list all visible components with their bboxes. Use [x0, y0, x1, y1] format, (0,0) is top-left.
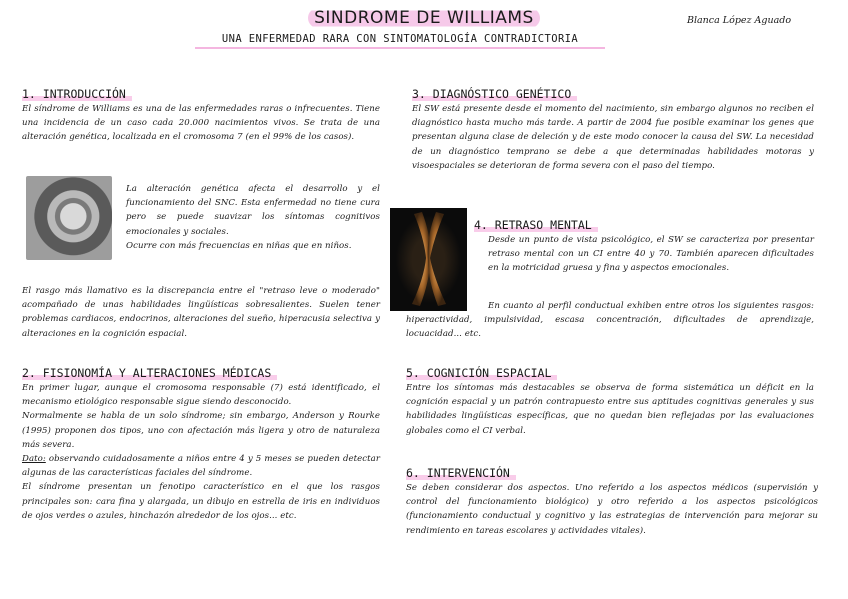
intro-paragraph-3: Ocurre con más frecuencias en niñas que en niños. — [126, 240, 352, 251]
section-heading: 2. FISIONOMÍA Y ALTERACIONES MÉDICAS — [22, 366, 277, 380]
section-heading: 1. INTRODUCCIÓN — [22, 87, 132, 101]
child-photo — [26, 176, 112, 260]
diagnostico-paragraph-1: El SW está presente desde el momento del nacimiento, sin embargo algunos no reciben el diagnóstico hasta mucho más tarde. A partir de 2004 fue posible examinar los genes que presentan alguna clase de deleción y de este modo conocer la causa del SW. La necesidad de un diagnóstico temprano se debe a que determinadas habilidades motoras y visoespaciales se deterioran de forma severa con el paso del tiempo. — [412, 104, 814, 171]
dato-text: observando cuidadosamente a niños entre 4 y 5 meses se pueden detectar algunas de las características faciales del síndrome. — [22, 454, 380, 479]
section-heading: 6. INTERVENCIÓN — [406, 466, 516, 480]
retraso-continued — [406, 299, 814, 342]
chromosome-image — [390, 208, 467, 311]
intro-paragraph-2: La alteración genética afecta el desarrollo y el funcionamiento del SNC. Esta enfermedad no tiene cura pero se puede suavizar los síntomas cognitivos emocionales y sociales. — [126, 184, 380, 237]
page-subtitle: UNA ENFERMEDAD RARA CON SINTOMATOLOGÍA CONTRADICTORIA — [195, 33, 605, 49]
section-heading: 4. RETRASO MENTAL — [474, 218, 598, 232]
cognicion-paragraph-1: Entre los síntomas más destacables se observa de forma sistemática un déficit en la cognición espacial y un patrón contrapuesto entre sus aptitudes cognitivas generales y sus habilidades lingüísticas específicas, que no quedan bien reflejadas por las evaluaciones globales como el CI verbal. — [406, 383, 814, 436]
intervencion-paragraph-1: Se deben considerar dos aspectos. Uno referido a los aspectos médicos (supervisión y control del funcionamiento biológico) y otro referido a los aspectos psicológicos (funcionamiento conductual y cognitivo y las estrategias de intervención para mejorar su rendimiento en tareas escolares y actividades vitales). — [406, 483, 818, 536]
fisionomia-paragraph-1: En primer lugar, aunque el cromosoma responsable (7) está identificado, el mecanismo etiológico responsable sigue siendo desconocido. — [22, 383, 380, 408]
section-cognicion — [406, 362, 814, 438]
dato-label: Dato: — [22, 454, 46, 465]
intro-side-text — [126, 182, 380, 253]
section-intervencion — [406, 462, 818, 538]
retraso-paragraph-1: Desde un punto de vista psicológico, el SW se caracteriza por presentar retraso mental con un CI entre 40 y 70. También aparecen dificultades en la motricidad gruesa y fina y aspectos emocionales. — [488, 235, 814, 274]
section-diagnostico — [412, 83, 814, 173]
section-introduccion — [22, 83, 380, 145]
intro-paragraph-4: El rasgo más llamativo es la discrepancia entre el "retraso leve o moderado" acompañado de unas habilidades lingüísticas sobresalientes. Suelen tener problemas cardiacos, endocrinos, alteraciones del sueño, hiperacusia selectiva y alteraciones en la cognición espacial. — [22, 286, 380, 339]
section-fisionomia — [22, 362, 380, 523]
intro-paragraph-1: El síndrome de Williams es una de las enfermedades raras o infrecuentes. Tiene una incidencia de un caso cada 20.000 nacimientos vivos. Se trata de una alteración genética, localizada en el cromosoma 7 (en el 99% de los casos). — [22, 104, 380, 143]
author-name: Blanca López Aguado — [687, 15, 792, 26]
retraso-paragraph-2: En cuanto al perfil conductual exhiben entre otros los siguientes rasgos: hiperactividad, impulsividad, escasa concentración, dificultades de aprendizaje, locuacidad... etc. — [406, 301, 814, 340]
section-heading: 5. COGNICIÓN ESPACIAL — [406, 366, 557, 380]
section-retraso — [474, 214, 814, 276]
fisionomia-paragraph-2: Normalmente se habla de un solo síndrome; sin embargo, Anderson y Rourke (1995) proponen dos tipos, uno con afectación más ligera y otro de naturaleza más severa. — [22, 411, 380, 450]
page-title: SINDROME DE WILLIAMS — [308, 8, 540, 28]
intro-bottom-text — [22, 284, 380, 341]
fisionomia-paragraph-4: El síndrome presentan un fenotipo característico en el que los rasgos principales son: cara fina y alargada, un dibujo en estrella de iris en individuos de ojos verdes o azules, hinchazón alrededor de los ojos... etc. — [22, 482, 380, 521]
fisionomia-paragraph-3 — [22, 452, 380, 480]
section-heading: 3. DIAGNÓSTICO GENÉTICO — [412, 87, 577, 101]
